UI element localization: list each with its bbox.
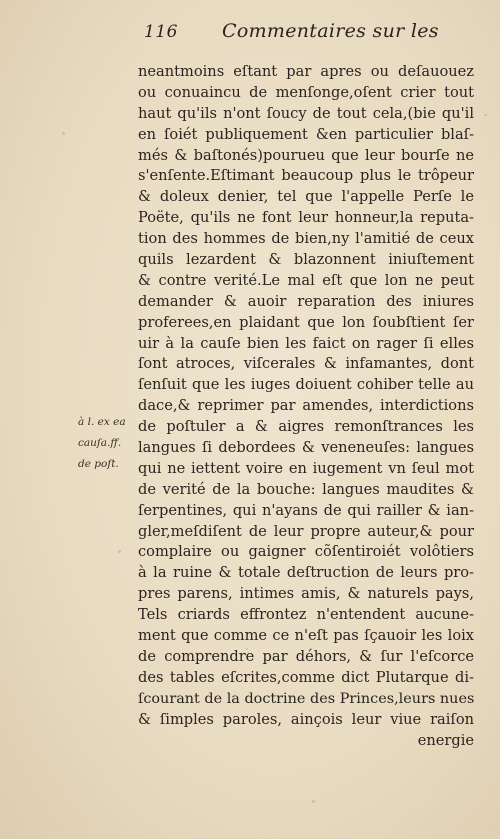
margin-note: cauſa.ff. <box>78 436 122 449</box>
text-line: en ſoiét publiquement &en particulier blaſ- <box>138 125 474 143</box>
catchword: energie <box>417 731 474 749</box>
text-line: s'enſente.Eſtimant beaucoup plus le trôpeur <box>138 167 474 185</box>
text-line: Tels criards effrontez n'entendent aucune- <box>138 606 474 624</box>
text-line: qui ne iettent voire en iugement vn ſeul mot <box>138 459 474 477</box>
margin-note: à l. ex ea <box>78 416 126 428</box>
text-line: & contre verité.Le mal eſt que lon ne peut <box>138 271 474 289</box>
text-line: & doleux denier, tel que l'appelle Perſe le <box>138 188 474 206</box>
paper-stain <box>62 132 65 135</box>
text-line: més & baſtonés)pourueu que leur bourſe ne <box>138 146 474 164</box>
margin-notes <box>78 412 138 475</box>
text-line: proferees,en plaidant que lon ſoubſtient ſer <box>138 313 474 331</box>
text-line: tion des hommes de bien,ny l'amitié de ceux <box>138 230 474 248</box>
text-line: ſont atroces, viſcerales & infamantes, dont <box>138 355 474 373</box>
text-line: ſerpentines, qui n'ayans de qui railler & ian- <box>138 501 474 519</box>
text-line: complaire ou gaigner cõſentiroiét volôtiers <box>138 543 474 561</box>
text-line: quils lezardent & blazonnent iniuſtement <box>138 251 474 269</box>
text-line: Poëte, qu'ils ne font leur honneur,la reputa- <box>138 209 474 227</box>
paper-stain <box>118 550 121 553</box>
text-line: dace,& reprimer par amendes, interdictions <box>138 397 474 415</box>
page-number: 116 <box>144 22 178 42</box>
text-line: à la ruine & totale deſtruction de leurs pro- <box>138 564 474 582</box>
text-line: ou conuaincu de menſonge,oſent crier tout <box>138 83 474 101</box>
text-line: ment que comme ce n'eſt pas ſçauoir les loix <box>138 627 474 645</box>
page-header <box>140 20 440 46</box>
paper-stain <box>484 114 487 116</box>
text-line: & ſimples paroles, ainçois leur viue raiſon <box>138 710 474 728</box>
text-line: haut qu'ils n'ont ſoucy de tout cela,(bie qu'il <box>138 104 474 122</box>
text-line: gler,meſdiſent de leur propre auteur,& pour <box>138 522 474 540</box>
text-line: pres parens, intimes amis, & naturels pays, <box>138 585 474 603</box>
text-line: de poſtuler a & aigres remonſtrances les <box>138 418 474 436</box>
text-line: de verité de la bouche: langues maudites & <box>138 480 474 498</box>
text-line: demander & auoir reparation des iniures <box>138 292 474 310</box>
text-line: de comprendre par déhors, & ſur l'eſcorce <box>138 647 474 665</box>
text-line: uir à la cauſe bien les faict on rager ſi elles <box>138 334 474 352</box>
body-text <box>138 62 474 751</box>
text-line: ſcourant de la doctrine des Princes,leurs nues <box>138 690 475 707</box>
text-line: des tables eſcrites,comme dict Plutarque di- <box>138 668 474 686</box>
paper-stain <box>312 800 315 803</box>
margin-note: de poſt. <box>78 457 119 470</box>
text-line: neantmoins eſtant par apres ou deſauouez <box>138 63 474 80</box>
text-line: ſenſuit que les iuges doiuent cohiber telle au <box>138 376 474 394</box>
text-line: langues ſi debordees & veneneuſes: langues <box>138 439 474 457</box>
running-title: Commentaires sur les <box>222 20 439 42</box>
